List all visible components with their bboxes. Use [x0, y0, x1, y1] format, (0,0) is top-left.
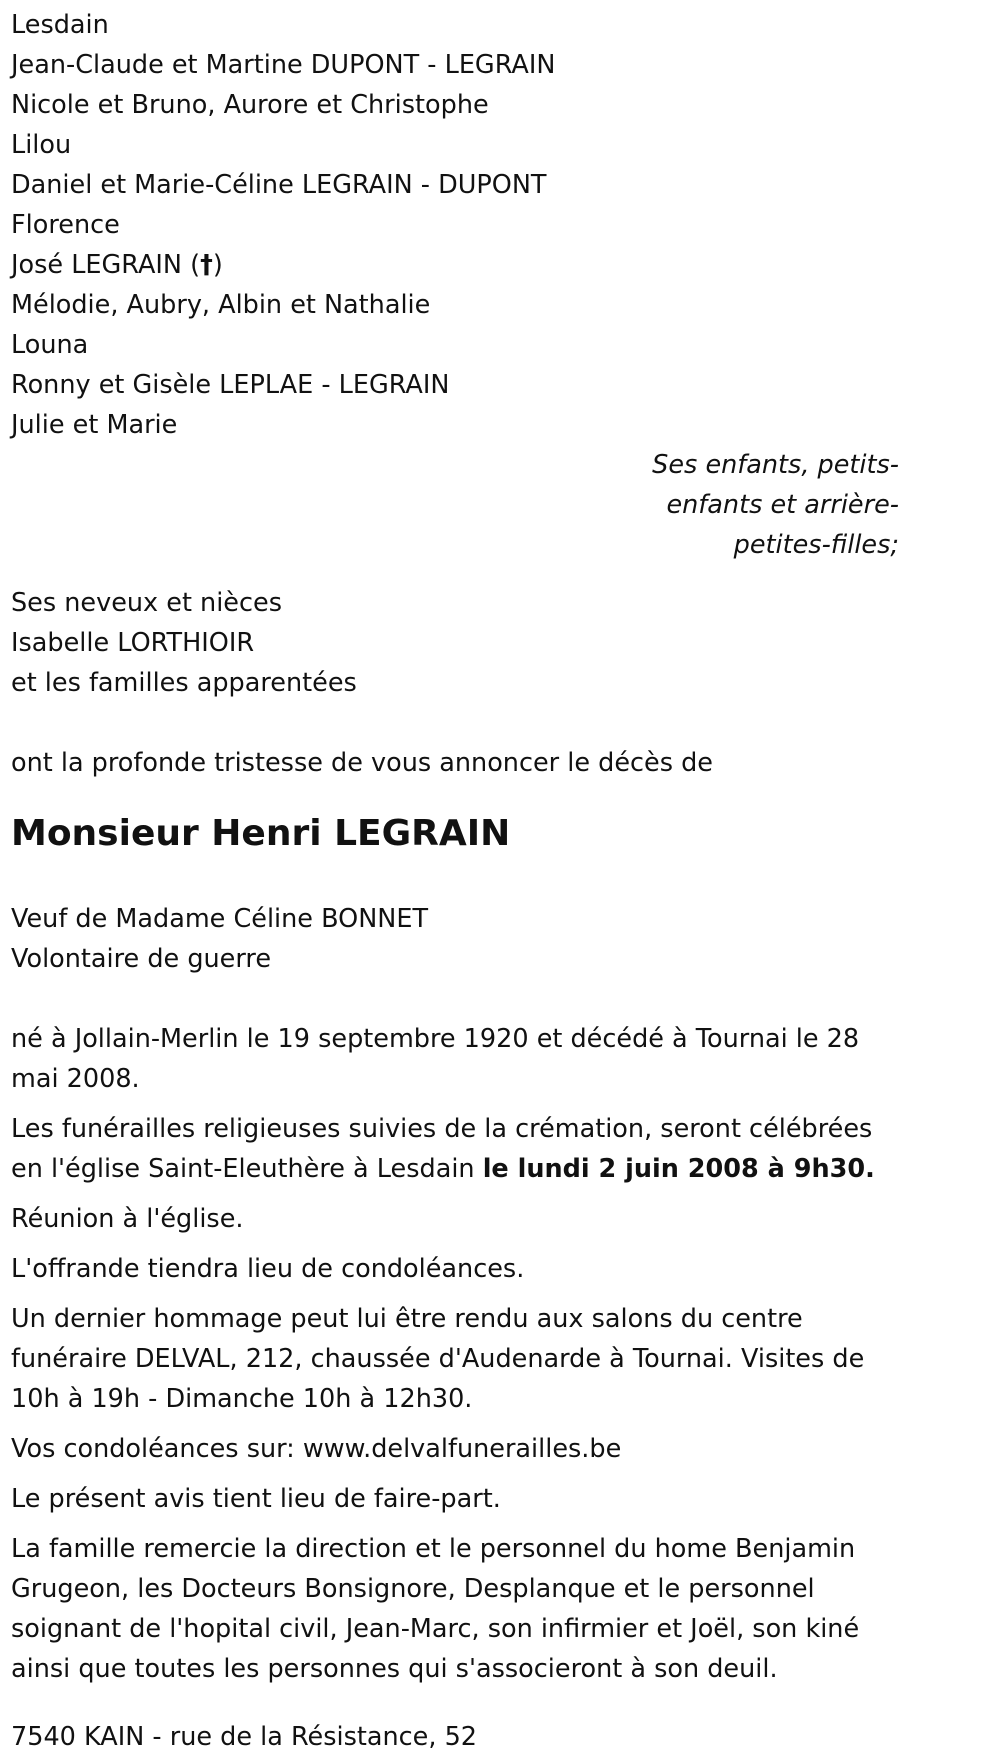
family-line: Lesdain: [11, 10, 109, 40]
family-line: Nicole et Bruno, Aurore et Christophe: [11, 90, 489, 120]
extended-family-line: Isabelle LORTHIOIR: [11, 628, 255, 658]
family-line: Mélodie, Aubry, Albin et Nathalie: [11, 290, 431, 320]
extended-family-line: et les familles apparentées: [11, 668, 357, 698]
family-line: Louna: [11, 330, 89, 360]
family-line-text: José LEGRAIN (: [11, 250, 201, 280]
family-line-with-cross: [11, 245, 899, 285]
obituary-notice: [0, 5, 899, 1757]
family-line: Jean-Claude et Martine DUPONT - LEGRAIN: [11, 50, 556, 80]
offering-text: L'offrande tiendra lieu de condoléances.: [11, 1254, 525, 1284]
family-line: Daniel et Marie-Céline LEGRAIN - DUPONT: [11, 170, 547, 200]
signature-line: petites-filles;: [733, 530, 899, 560]
signature-line: enfants et arrière-: [666, 490, 899, 520]
extended-family-line: Ses neveux et nièces: [11, 588, 282, 618]
deceased-name: Monsieur Henri LEGRAIN: [11, 813, 511, 854]
family-signature: [11, 445, 899, 565]
birth-death-dates: né à Jollain-Merlin le 19 septembre 1920 et décédé à Tournai le 28 mai 2008.: [11, 1024, 860, 1094]
family-list: [11, 5, 899, 445]
thanks-text: La famille remercie la direction et le personnel du home Benjamin Grugeon, les Docteurs Bonsignore, Desplanque et le personnel soignant de l'hopital civil, Jean-Marc, son infirmier et Joël, son kiné ainsi que toutes les personnes qui s'associeront à son deuil.: [11, 1534, 860, 1684]
family-line: Julie et Marie: [11, 410, 178, 440]
tribute-text: Un dernier hommage peut lui être rendu aux salons du centre funéraire DELVAL, 212, chaussée d'Audenarde à Tournai. Visites de 10h à 19h - Dimanche 10h à 12h30.: [11, 1304, 865, 1414]
reunion-text: Réunion à l'église.: [11, 1204, 244, 1234]
family-line: Florence: [11, 210, 120, 240]
cross-icon: †: [200, 250, 213, 280]
cross-close: ): [212, 250, 223, 280]
announcement-text: ont la profonde tristesse de vous annoncer le décès de: [11, 748, 713, 778]
family-address: 7540 KAIN - rue de la Résistance, 52: [11, 1722, 478, 1752]
condolences-text: Vos condoléances sur: www.delvalfunerailles.be: [11, 1434, 622, 1464]
deceased-titles: [11, 899, 899, 979]
signature-line: Ses enfants, petits-: [652, 450, 899, 480]
funeral-text: Les funérailles religieuses suivies de la crémation, seront célébrées en l'église Saint-Eleuthère à Lesdain: [11, 1114, 873, 1184]
funeral-info: [11, 1109, 899, 1189]
family-line: Ronny et Gisèle LEPLAE - LEGRAIN: [11, 370, 450, 400]
title-line: Volontaire de guerre: [11, 944, 272, 974]
title-line: Veuf de Madame Céline BONNET: [11, 904, 429, 934]
funeral-date: le lundi 2 juin 2008 à 9h30.: [482, 1154, 875, 1184]
family-line: Lilou: [11, 130, 72, 160]
extended-family: [11, 583, 899, 703]
notice-text: Le présent avis tient lieu de faire-part.: [11, 1484, 501, 1514]
